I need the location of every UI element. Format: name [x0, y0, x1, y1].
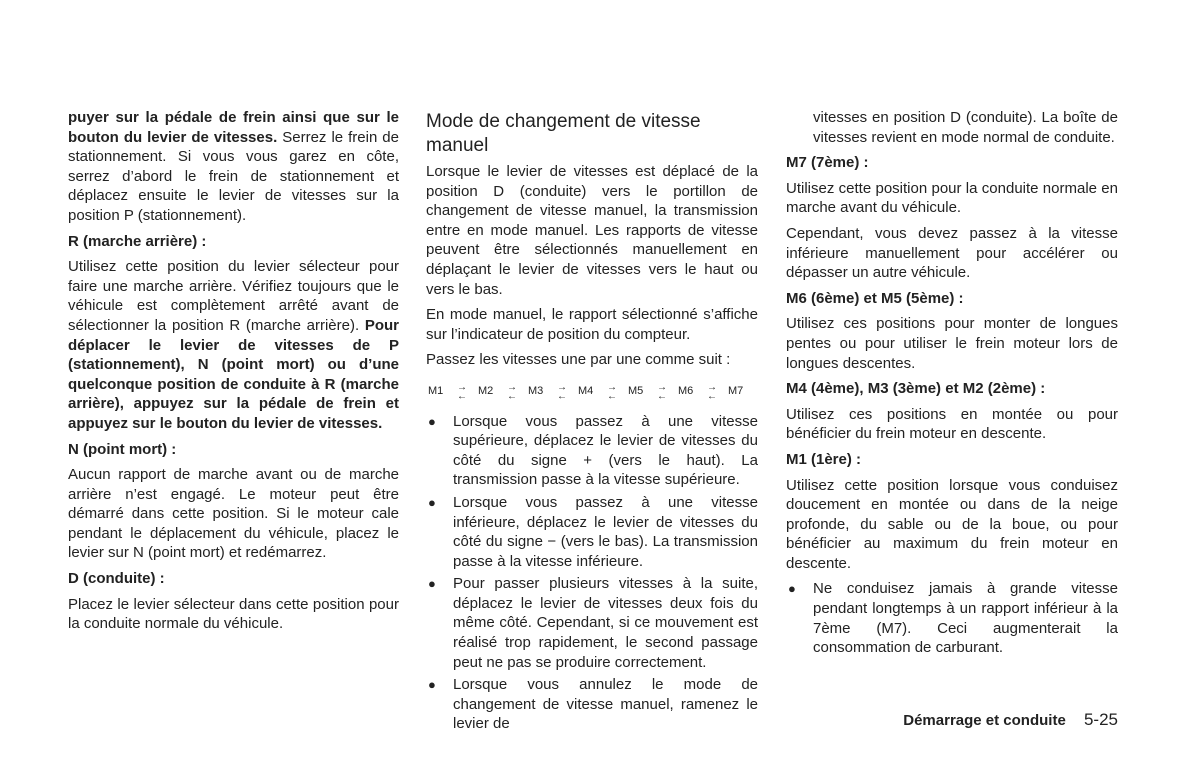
gear-sequence-diagram	[428, 382, 758, 402]
heading-m4-m3-m2: M4 (4ème), M3 (3ème) et M2 (2ème) :	[786, 380, 1046, 398]
bullet-icon: ●	[788, 581, 796, 597]
list-item-text: Lorsque vous annulez le mode de changement de vitesse manuel, ramenez le levier de	[453, 676, 758, 733]
m6-m5-paragraph: Utilisez ces positions pour monter de longues pentes ou pour utiliser le frein moteur lors de longues descentes.	[786, 315, 1118, 372]
shift-arrows-icon	[696, 383, 728, 401]
arrow-right-icon: →	[607, 381, 617, 393]
m7-paragraph-1: Utilisez cette position pour la conduite normale en marche avant du véhicule.	[786, 179, 1118, 217]
page-number: 5-25	[1083, 710, 1118, 729]
gear-label: M6	[678, 384, 694, 397]
shift-arrows-icon	[596, 383, 628, 401]
section-title: Mode de changement de vitesse manuel	[426, 111, 701, 156]
list-item	[426, 675, 758, 734]
arrow-right-icon: →	[707, 381, 717, 393]
list-item	[426, 574, 758, 672]
heading-m6-m5: M6 (6ème) et M5 (5ème) :	[786, 289, 964, 307]
indicator-paragraph: En mode manuel, le rapport sélectionné s’affiche sur l’indicateur de position du compteur.	[426, 306, 758, 343]
m1-paragraph: Utilisez cette position lorsque vous conduisez doucement en montée ou dans de la neige profonde, du sable ou de la boue, ou pour bénéficier au maximum du frein moteur en descente.	[786, 476, 1118, 572]
shift-arrows-icon	[646, 383, 678, 401]
list-item	[786, 579, 1118, 657]
gear-label: M1	[428, 384, 444, 397]
column-middle	[426, 108, 758, 737]
shift-arrows-icon	[446, 383, 478, 401]
arrow-right-icon: →	[507, 381, 517, 393]
bullet-icon: ●	[428, 413, 436, 429]
shift-arrows-icon	[546, 383, 578, 401]
bullet-icon: ●	[428, 494, 436, 510]
gear-label: M3	[528, 384, 544, 397]
list-item	[426, 493, 758, 571]
arrow-left-icon: ←	[607, 390, 617, 402]
list-item-text: Ne conduisez jamais à grande vitesse pendant longtemps à un rapport inférieur à la 7ème (M7). Ceci augmenterait la consommation de carburant.	[813, 580, 1118, 657]
arrow-left-icon: ←	[457, 390, 467, 402]
intro-bold-text: puyer sur la pédale de frein ainsi que sur le bouton du levier de vitesses.	[68, 109, 399, 146]
bullet-icon: ●	[428, 576, 436, 592]
continued-paragraph: vitesses en position D (conduite). La boîte de vitesses revient en mode normal de conduite.	[813, 109, 1118, 146]
sequence-intro: Passez les vitesses une par une comme suit :	[426, 351, 731, 369]
r-warning-bold: Pour déplacer le levier de vitesses de P (stationnement), N (point mort) ou d’une quelconque position de conduite à R (marche arrière), appuyez sur la pédale de frein et appuyez sur le bouton du levier de vitesses.	[68, 316, 399, 432]
manual-mode-paragraph: Lorsque le levier de vitesses est déplacé de la position D (conduite) vers le portillon de changement de vitesse manuel, la transmission entre en mode manuel. Les rapports de vitesse peuvent être sélectionnés manuellement en déplaçant le levier de vitesses vers le haut ou vers le bas.	[426, 163, 758, 298]
heading-m7: M7 (7ème) :	[786, 154, 869, 172]
section-name: Démarrage et conduite	[903, 712, 1066, 729]
page-footer	[903, 710, 1118, 730]
gear-label: M7	[728, 384, 744, 397]
arrow-right-icon: →	[557, 381, 567, 393]
warning-bullet-list	[786, 579, 1118, 657]
gear-label: M5	[628, 384, 644, 397]
arrow-right-icon: →	[457, 381, 467, 393]
column-left	[68, 108, 399, 640]
arrow-left-icon: ←	[657, 390, 667, 402]
list-item	[426, 412, 758, 490]
arrow-left-icon: ←	[557, 390, 567, 402]
intro-paragraph	[68, 108, 399, 226]
n-paragraph: Aucun rapport de marche avant ou de marche arrière n’est engagé. Le moteur peut être démarré dans cette position. Si le moteur cale pendant le déplacement du véhicule, placez le levier sur N (point mort) et redémarrez.	[68, 466, 399, 562]
heading-d: D (conduite) :	[68, 570, 165, 588]
arrow-right-icon: →	[657, 381, 667, 393]
list-item-text: Lorsque vous passez à une vitesse inférieure, déplacez le levier de vitesses du côté du signe − (vers le bas). La transmission passe à la vitesse inférieure.	[453, 493, 758, 570]
heading-n: N (point mort) :	[68, 440, 177, 458]
gear-label: M4	[578, 384, 594, 397]
intro-text: Serrez le frein de stationnement. Si vous vous garez en côte, serrez d’abord le frein de stationnement et déplacez ensuite le levier de vitesses sur la position P (stationnement).	[68, 128, 399, 224]
bullet-icon: ●	[428, 677, 436, 693]
shift-arrows-icon	[496, 383, 528, 401]
d-paragraph: Placez le levier sélecteur dans cette position pour la conduite normale du véhicule.	[68, 595, 399, 633]
m7-paragraph-2: Cependant, vous devez passez à la vitesse inférieure manuellement pour accélérer ou dépasser un autre véhicule.	[786, 224, 1118, 282]
shift-bullet-list	[426, 412, 758, 735]
column-right	[786, 108, 1118, 661]
list-item-text: Pour passer plusieurs vitesses à la suite, déplacez le levier de vitesses deux fois du même côté. Cependant, si ce mouvement est réalisé trop rapidement, le second passage peut ne pas se produire correctement.	[453, 575, 758, 671]
arrow-left-icon: ←	[507, 390, 517, 402]
list-item-text: Lorsque vous passez à une vitesse supérieure, déplacez le levier de vitesses du côté du signe + (vers le haut). La transmission passe à la vitesse supérieure.	[453, 412, 758, 489]
heading-m1: M1 (1ère) :	[786, 450, 862, 468]
m4-m3-m2-paragraph: Utilisez ces positions en montée ou pour bénéficier du frein moteur en descente.	[786, 405, 1118, 443]
r-text: Utilisez cette position du levier sélecteur pour faire une marche arrière. Vérifiez toujours que le véhicule est complètement arrêté avant de sélectionner la position R (marche arrière).	[68, 258, 399, 334]
heading-r: R (marche arrière) :	[68, 232, 207, 250]
gear-label: M2	[478, 384, 494, 397]
arrow-left-icon: ←	[707, 390, 717, 402]
r-paragraph	[68, 257, 399, 433]
